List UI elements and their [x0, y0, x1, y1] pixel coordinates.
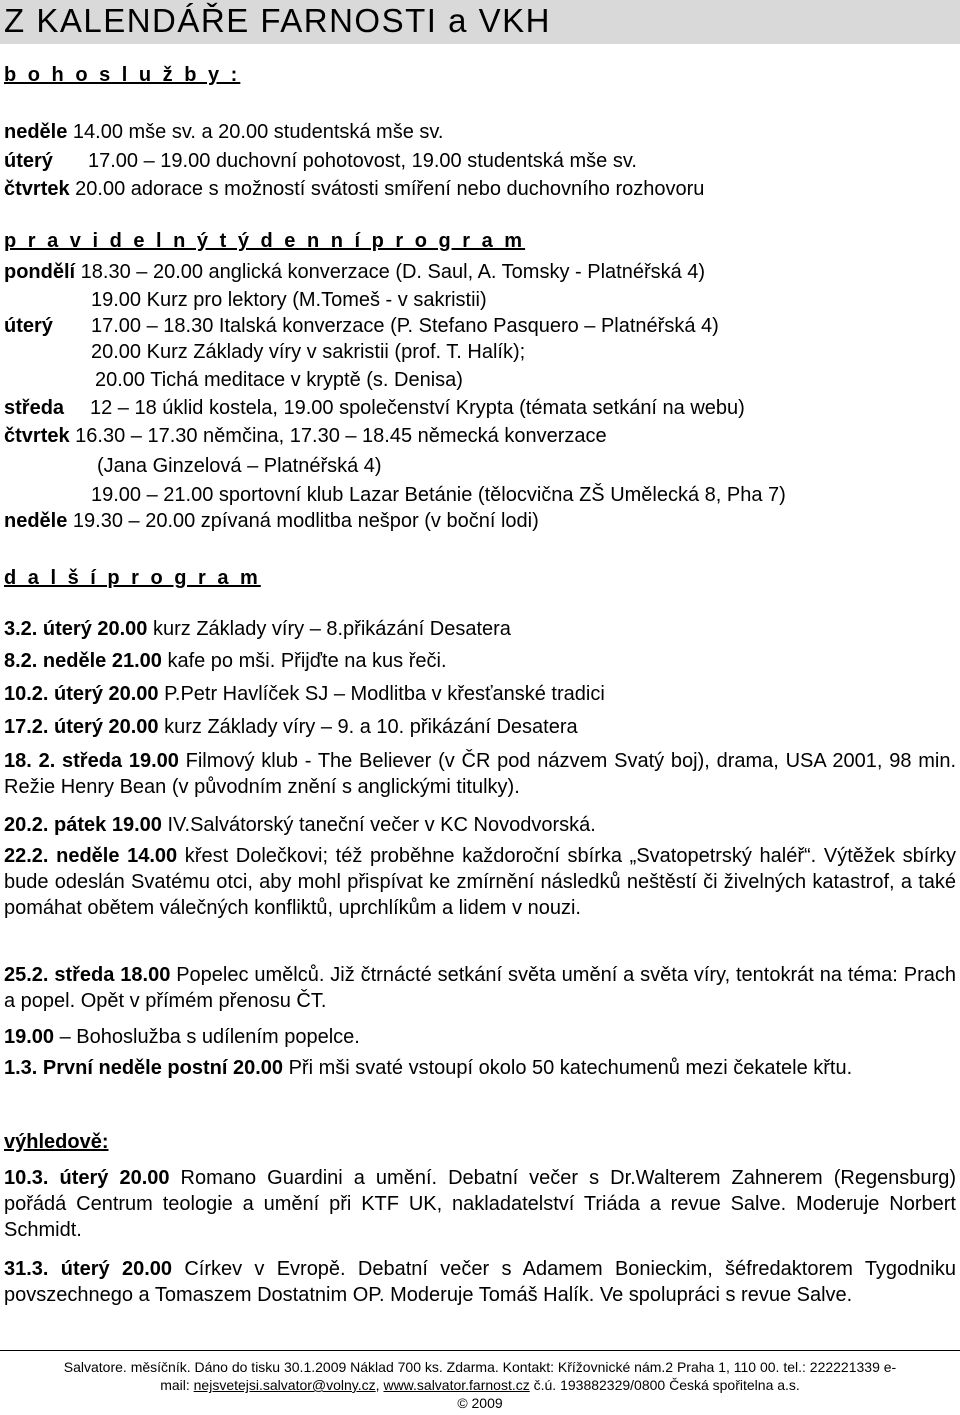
program-text: 16.30 – 17.30 němčina, 17.30 – 18.45 německá konverzace: [69, 425, 607, 447]
section-heading-dalsi: d a l š í p r o g r a m: [4, 567, 261, 589]
event-date: 19.00: [4, 1026, 55, 1048]
service-row: [4, 177, 704, 201]
event-row: [4, 813, 596, 837]
section-heading-vyhledove: výhledově:: [4, 1131, 109, 1153]
event-date: 10.2. úterý 20.00: [4, 683, 159, 705]
service-text: 17.00 – 19.00 duchovní pohotovost, 19.00 studentská mše sv.: [88, 150, 637, 172]
program-text: 17.00 – 18.30 Italská konverzace (P. Stefano Pasquero – Platnéřská 4): [91, 315, 719, 337]
event-row: [4, 1025, 360, 1049]
program-row: [4, 424, 607, 448]
program-row: 19.00 Kurz pro lektory (M.Tomeš - v sakristii): [91, 289, 487, 311]
program-text: 19.30 – 20.00 zpívaná modlitba nešpor (v boční lodi): [67, 510, 539, 532]
event-date: 18. 2. středa 19.00: [4, 750, 179, 772]
footer-mail-label: mail:: [160, 1377, 194, 1393]
event-text: IV.Salvátorský taneční večer v KC Novodvorská.: [161, 814, 596, 836]
program-day: středa: [4, 397, 65, 419]
event-paragraph: [4, 748, 956, 800]
service-day: neděle: [4, 121, 68, 143]
event-text: kurz Základy víry – 9. a 10. přikázání Desatera: [158, 716, 578, 738]
event-row: [4, 715, 578, 739]
event-row: [4, 682, 605, 706]
event-date: 17.2. úterý 20.00: [4, 716, 159, 738]
service-row: [4, 120, 443, 144]
event-date: 1.3. První neděle postní 20.00: [4, 1057, 284, 1079]
footer-divider: [0, 1350, 960, 1351]
event-text: kurz Základy víry – 8.přikázání Desatera: [147, 618, 511, 640]
program-row: 20.00 Kurz Základy víry v sakristii (prof. T. Halík);: [91, 341, 526, 363]
event-date: 3.2. úterý 20.00: [4, 618, 148, 640]
program-text: 12 – 18 úklid kostela, 19.00 společenství Krypta (témata setkání na webu): [90, 397, 745, 419]
program-day: neděle: [4, 510, 68, 532]
program-row: 19.00 – 21.00 sportovní klub Lazar Betánie (tělocvična ZŠ Umělecká 8, Pha 7): [91, 484, 786, 506]
event-date: 20.2. pátek 19.00: [4, 814, 162, 836]
event-text: – Bohoslužba s udílením popelce.: [54, 1026, 360, 1048]
event-row: [4, 617, 511, 641]
event-date: 22.2. neděle 14.00: [4, 845, 178, 867]
event-text: křest Dolečkovi; též proběhne každoroční sbírka „Svatopetrský haléř“. Výtěžek sbírky bude odeslán Svatému otci, aby mohl přispívat ke zmírnění následků neštěstí či živelných katastrof, a také pomáhat obětem válečných konfliktů, uprchlíkům a lidem v nouzi.: [4, 845, 956, 919]
page-title: Z KALENDÁŘE FARNOSTI a VKH: [4, 2, 551, 39]
event-paragraph: [4, 962, 956, 1014]
event-text: kafe po mši. Přijďte na kus řeči.: [161, 650, 447, 672]
service-day: čtvrtek: [4, 178, 70, 200]
footer-copyright: © 2009: [457, 1395, 503, 1411]
footer-account: č.ú. 193882329/0800 Česká spořitelna a.s.: [529, 1377, 800, 1393]
footer-web-link[interactable]: www.salvator.farnost.cz: [383, 1377, 530, 1393]
service-text: 14.00 mše sv. a 20.00 studentská mše sv.: [67, 121, 444, 143]
program-text: 18.30 – 20.00 anglická konverzace (D. Saul, A. Tomsky - Platnéřská 4): [75, 261, 706, 283]
program-row: (Jana Ginzelová – Platnéřská 4): [97, 455, 382, 477]
event-paragraph: [4, 1256, 956, 1308]
event-date: 8.2. neděle 21.00: [4, 650, 162, 672]
event-paragraph: [4, 843, 956, 921]
footer: [0, 1358, 960, 1412]
event-text: P.Petr Havlíček SJ – Modlitba v křesťanské tradici: [158, 683, 605, 705]
event-text: Romano Guardini a umění. Debatní večer s Dr.Walterem Zahnerem (Regensburg) pořádá Centrum teologie a umění při KTF UK, nakladatelství Triáda a revue Salve. Moderuje Norbert Schmidt.: [4, 1167, 956, 1241]
program-row: [4, 396, 745, 420]
program-row: [4, 314, 719, 338]
service-day: úterý: [4, 150, 53, 172]
event-row: [4, 649, 447, 673]
event-text: Filmový klub - The Believer (v ČR pod názvem Svatý boj), drama, USA 2001, 98 min. Režie Henry Bean (v původním znění s anglickými titulky).: [4, 750, 956, 798]
program-row: 20.00 Tichá meditace v kryptě (s. Denisa): [95, 369, 463, 391]
program-day: čtvrtek: [4, 425, 70, 447]
program-row: [4, 260, 705, 284]
program-day: pondělí: [4, 261, 76, 283]
program-day: úterý: [4, 315, 53, 337]
program-row: [4, 509, 539, 533]
service-text: 20.00 adorace s možností svátosti smíření nebo duchovního rozhovoru: [69, 178, 705, 200]
event-paragraph: [4, 1055, 956, 1081]
section-heading-bohosluzby: b o h o s l u ž b y :: [4, 64, 241, 86]
footer-line-2: [0, 1376, 960, 1394]
event-date: 10.3. úterý 20.00: [4, 1167, 170, 1189]
event-paragraph: [4, 1165, 956, 1243]
event-date: 25.2. středa 18.00: [4, 964, 171, 986]
event-text: Při mši svaté vstoupí okolo 50 katechumenů mezi čekatele křtu.: [283, 1057, 853, 1079]
event-text: Popelec umělců. Již čtrnácté setkání světa umění a světa víry, tentokrát na téma: Prach a popel. Opět v přímém přenosu ČT.: [4, 964, 956, 1012]
section-heading-pravidelny: p r a v i d e l n ý t ý d e n n í p r o g r a m: [4, 230, 526, 252]
event-date: 31.3. úterý 20.00: [4, 1258, 173, 1280]
footer-line-1: Salvatore. měsíčník. Dáno do tisku 30.1.2009 Náklad 700 ks. Zdarma. Kontakt: Křížovnické nám.2 Praha 1, 110 00. tel.: 222221339 e-: [63, 1359, 897, 1375]
footer-separator: ,: [375, 1377, 384, 1393]
footer-email-link[interactable]: nejsvetejsi.salvator@volny.cz: [193, 1377, 376, 1393]
service-row: [4, 149, 637, 173]
event-text: Církev v Evropě. Debatní večer s Adamem Bonieckim, šéfredaktorem Tygodniku povszechnego a Tomaszem Dostatnim OP. Moderuje Tomáš Halík. Ve spolupráci s revue Salve.: [4, 1258, 956, 1306]
